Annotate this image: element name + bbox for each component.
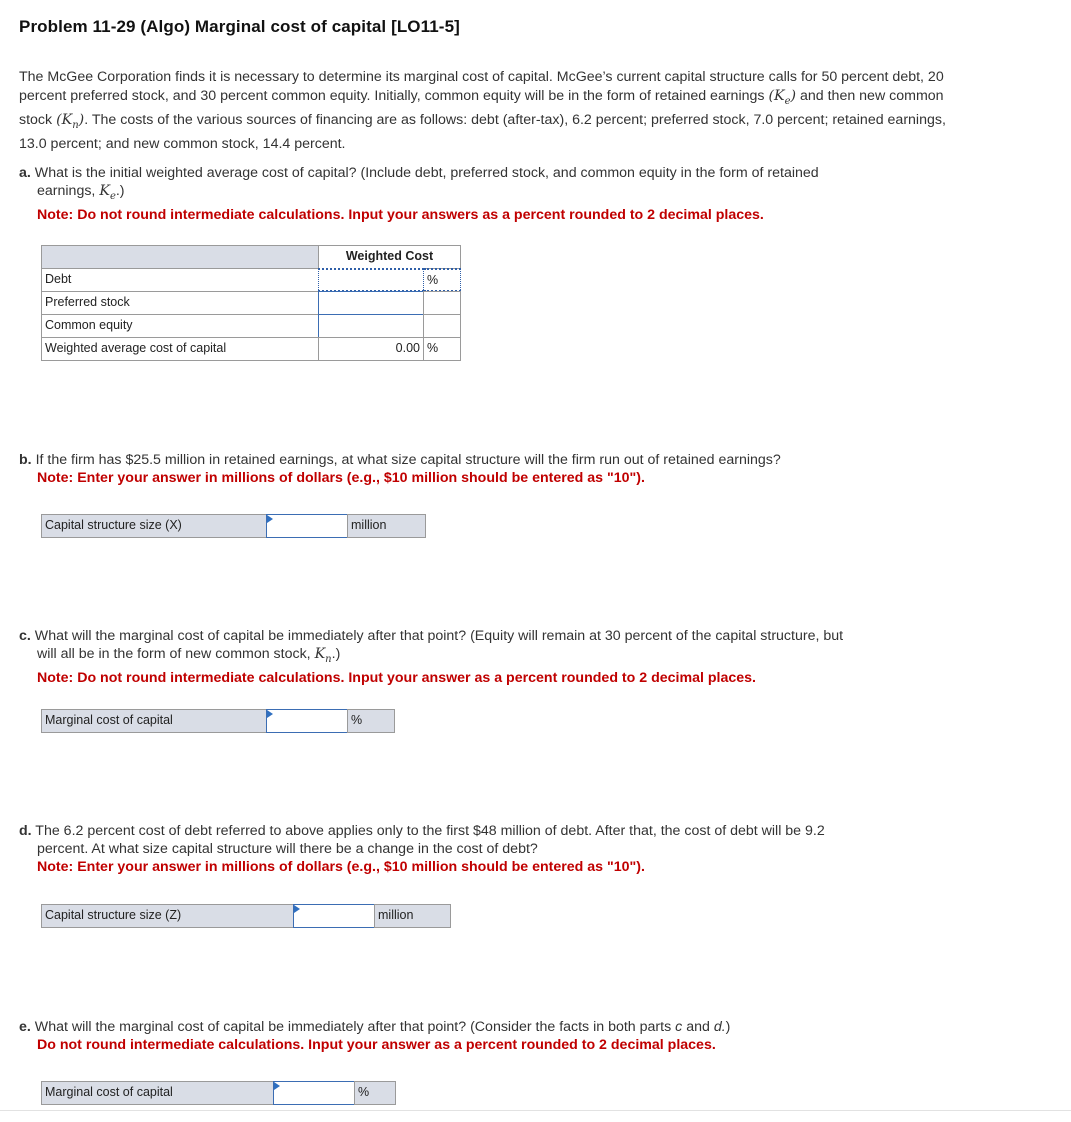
- wacc-total-value: 0.00: [318, 337, 424, 361]
- note-e: Do not round intermediate calculations. Input your answer as a percent rounded to 2 decimal places.: [37, 1037, 716, 1053]
- marginal-cost-e-label: Marginal cost of capital: [41, 1081, 274, 1105]
- input-flag-icon: [267, 515, 273, 523]
- input-flag-icon: [267, 710, 273, 718]
- note-a: Note: Do not round intermediate calculations. Input your answers as a percent rounded to 2 decimal places.: [37, 206, 764, 223]
- note-b: Note: Enter your answer in millions of dollars (e.g., $10 million should be entered as "10").: [37, 470, 645, 486]
- preferred-weighted-cost-input[interactable]: [318, 291, 424, 315]
- note-d: Note: Enter your answer in millions of dollars (e.g., $10 million should be entered as "10").: [37, 859, 645, 875]
- marginal-cost-e-input[interactable]: [273, 1081, 355, 1105]
- input-flag-icon: [294, 905, 300, 913]
- marginal-cost-c-input[interactable]: [266, 709, 348, 733]
- capital-structure-z-label: Capital structure size (Z): [41, 904, 294, 928]
- divider: [0, 1110, 1071, 1111]
- million-unit: million: [347, 514, 426, 538]
- input-flag-icon: [274, 1082, 280, 1090]
- capital-structure-x-input[interactable]: [266, 514, 348, 538]
- capital-structure-x-label: Capital structure size (X): [41, 514, 267, 538]
- million-unit-d: million: [374, 904, 451, 928]
- row-label-debt: Debt: [41, 268, 319, 292]
- debt-weighted-cost-input[interactable]: [318, 268, 424, 292]
- question-d: d. The 6.2 percent cost of debt referred to above applies only to the first $48 million of debt. After that, the cost of debt will be 9.2 percent. At what size capital structure will there be a change in the cost of debt? Note: Enter your answer in millions of dollars (e.g., $10 million should be entered as "10").: [19, 822, 1019, 876]
- header-weighted-cost: Weighted Cost: [318, 245, 461, 269]
- marginal-cost-c-label: Marginal cost of capital: [41, 709, 267, 733]
- row-label-preferred: Preferred stock: [41, 291, 319, 315]
- wacc-pct-unit: %: [423, 337, 461, 361]
- pct-unit-c: %: [347, 709, 395, 733]
- question-e: e. What will the marginal cost of capital be immediately after that point? (Consider the facts in both parts c and d.) Do not round intermediate calculations. Input your answer as a percent rounded to 2 decimal places.: [19, 1018, 1019, 1054]
- pct-unit-e: %: [354, 1081, 396, 1105]
- question-a: a. What is the initial weighted average cost of capital? (Include debt, preferred stock, and common equity in the form of retained earnings, $K_e$.) Note: Do not round intermediate calculations. Input your answers as a percent rounded to 2 decimal places.: [19, 164, 1019, 224]
- problem-intro: The McGee Corporation finds it is necessary to determine its marginal cost of capital. McGee’s current capital structure calls for 50 percent debt, 20 percent preferred stock, and 30 percent common equity. Initially, common equity will be in the form of retained earnings $(K_e)$ and then new common stock $(K_n)$. The costs of the various sources of financing are as follows: debt (after-tax), 6.2 percent; preferred stock, 7.0 percent; retained earnings, 13.0 percent; and new common stock, 14.4 percent.: [19, 69, 946, 152]
- debt-pct-unit: %: [424, 268, 461, 292]
- question-b: b. If the firm has $25.5 million in retained earnings, at what size capital structure will the firm run out of retained earnings? Note: Enter your answer in millions of dollars (e.g., $10 million should be entered as "10").: [19, 451, 1019, 487]
- question-c: c. What will the marginal cost of capital be immediately after that point? (Equity will remain at 30 percent of the capital structure, but will all be in the form of new common stock, $K_n$.) Note: Do not round intermediate calculations. Input your answer as a percent rounded to 2 decimal places.: [19, 627, 1059, 687]
- capital-structure-z-input[interactable]: [293, 904, 375, 928]
- note-c: Note: Do not round intermediate calculations. Input your answer as a percent rounded to 2 decimal places.: [37, 669, 756, 686]
- row-label-common: Common equity: [41, 314, 319, 338]
- page-title: Problem 11-29 (Algo) Marginal cost of capital [LO11-5]: [19, 17, 460, 36]
- common-weighted-cost-input[interactable]: [318, 314, 424, 338]
- row-label-wacc: Weighted average cost of capital: [41, 337, 319, 361]
